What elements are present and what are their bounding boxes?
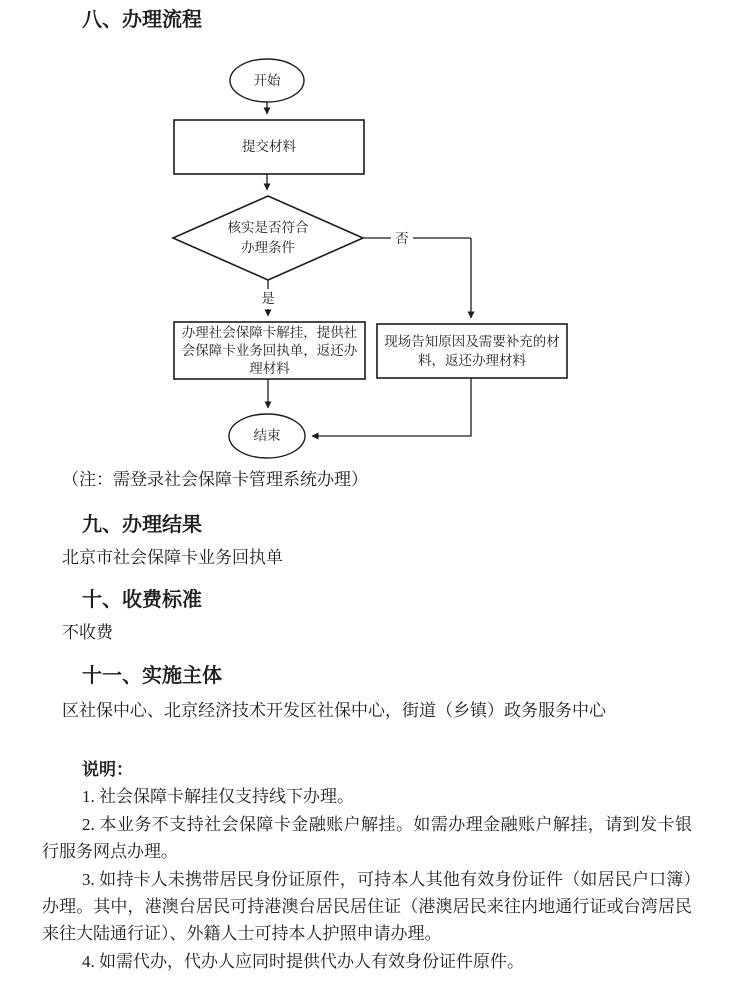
note-item-3: 3. 如持卡人未携带居民身份证原件，可持本人其他有效身份证件（如居民户口簿）办理。其中，港澳台居民可持港澳台居民居住证（港澳居民来往内地通行证或台湾居民来往大陆通行证）、外籍人士可持本人护照申请办理。 (42, 869, 692, 944)
start-node-label: 开始 (253, 72, 281, 88)
fee-text: 不收费 (62, 623, 113, 642)
section-11-heading: 十一、实施主体 (82, 665, 222, 687)
end-node-label: 结束 (253, 427, 281, 443)
reject-node-text: 现场告知原因及需要补充的材料，返还办理材料 (384, 334, 560, 368)
flowchart (0, 0, 734, 470)
note-item-4: 4. 如需代办，代办人应同时提供代办人有效身份证件原件。 (82, 951, 524, 971)
flowchart-canvas (0, 0, 734, 470)
section-9-heading: 九、办理结果 (82, 514, 202, 536)
note-item-1: 1. 社会保障卡解挂仅支持线下办理。 (82, 787, 354, 807)
notes-block (42, 756, 692, 975)
implementer-text: 区社保中心、北京经济技术开发区社保中心，街道（乡镇）政务服务中心 (62, 701, 606, 720)
note-item-2: 2. 本业务不支持社会保障卡金融账户解挂。如需办理金融账户解挂，请到发卡银行服务网点办理。 (42, 814, 692, 862)
notes-title: 说明： (82, 760, 133, 779)
approve-node-text: 办理社会保障卡解挂，提供社会保障卡业务回执单，返还办理材料 (181, 324, 358, 376)
submit-node-label: 提交材料 (242, 139, 296, 154)
reject-node-label (377, 324, 567, 378)
section-10-heading: 十、收费标准 (82, 589, 202, 611)
flowchart-note: （注：需登录社会保障卡管理系统办理） (62, 470, 368, 489)
no-branch-label: 否 (391, 229, 413, 249)
approve-node-label (174, 322, 365, 379)
decision-node-label: 核实是否符合办理条件 (227, 220, 309, 255)
connector-reject-end (312, 378, 471, 436)
result-text: 北京市社会保障卡业务回执单 (62, 548, 283, 567)
yes-branch-label: 是 (257, 289, 279, 309)
section-8-heading: 八、办理流程 (82, 9, 202, 31)
